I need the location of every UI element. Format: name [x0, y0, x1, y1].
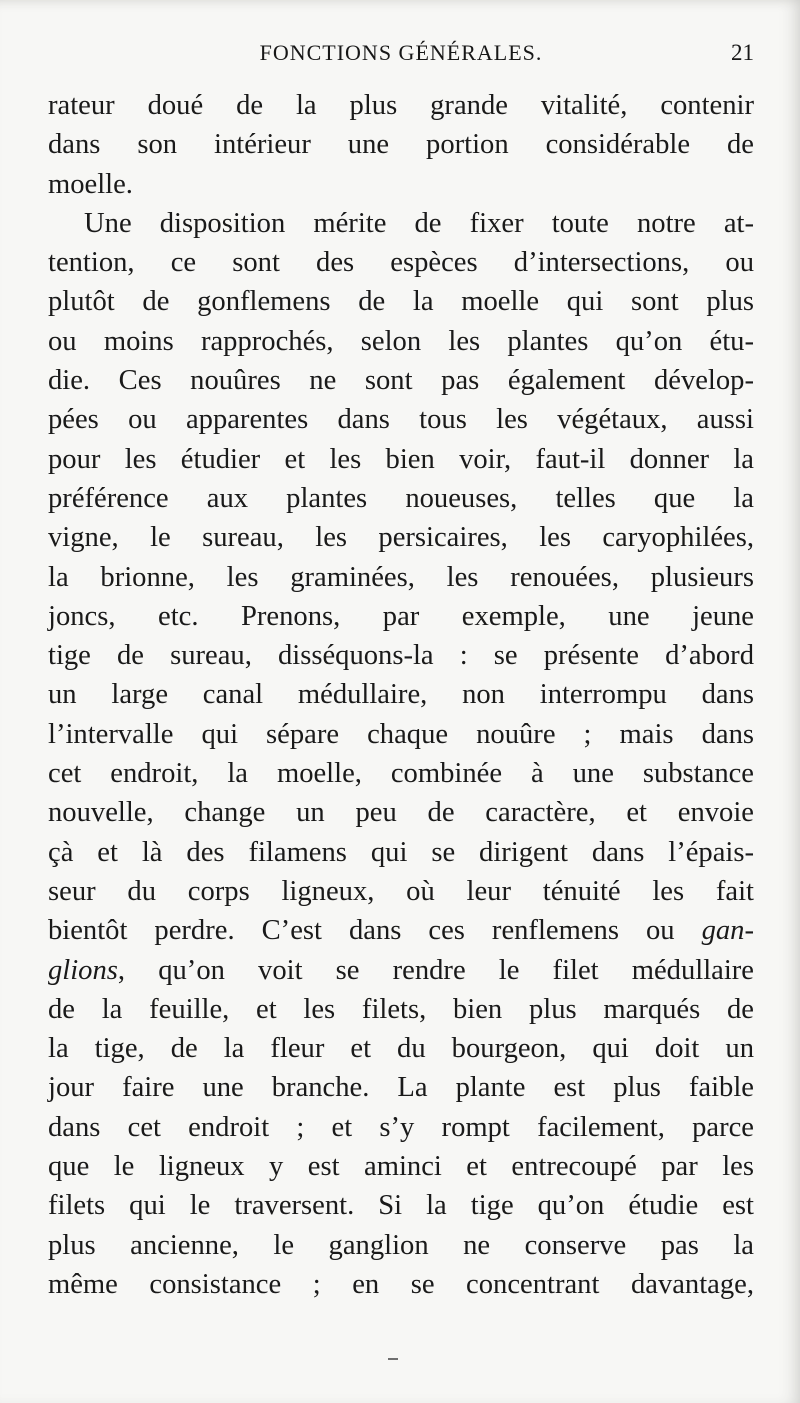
text-line: plus ancienne, le ganglion ne conserve pas la: [48, 1229, 754, 1261]
text-line: la tige, de la fleur et du bourgeon, qui doit un: [48, 1033, 754, 1065]
stray-ink-mark: [388, 1358, 398, 1360]
text-line-with-italic: [48, 911, 754, 950]
paragraph-first-line: Une disposition mérite de fixer toute notre at-: [84, 207, 754, 239]
page-number: 21: [731, 40, 754, 65]
text-line: moelle.: [48, 168, 133, 200]
text-line: plutôt de gonflemens de la moelle qui sont plus: [48, 286, 754, 318]
text-line: même consistance ; en se concentrant davantage,: [48, 1268, 754, 1300]
text-line: pour les étudier et les bien voir, faut-il donner la: [48, 443, 754, 475]
italic-term: glions: [48, 954, 118, 986]
text-line: de la feuille, et les filets, bien plus marqués de: [48, 993, 754, 1025]
text-line: ou moins rapprochés, selon les plantes qu’on étu-: [48, 325, 754, 357]
body-text: [48, 86, 754, 1304]
text-line: vigne, le sureau, les persicaires, les caryophilées,: [48, 522, 754, 554]
italic-term: gan-: [701, 915, 754, 947]
text-run: , qu’on voit se rendre le filet médullaire: [117, 954, 754, 986]
text-line: la brionne, les graminées, les renouées, plusieurs: [48, 561, 754, 593]
text-line: çà et là des filamens qui se dirigent dans l’épais-: [48, 836, 754, 868]
text-line: seur du corps ligneux, où leur ténuité les fait: [48, 875, 754, 907]
text-line: préférence aux plantes noueuses, telles que la: [48, 482, 754, 514]
text-line: jour faire une branche. La plante est plus faible: [48, 1072, 754, 1104]
running-title: FONCTIONS GÉNÉRALES.: [259, 40, 543, 65]
text-line: un large canal médullaire, non interrompu dans: [48, 679, 754, 711]
text-line: tige de sureau, disséquons-la : se présente d’abord: [48, 640, 754, 672]
text-line: joncs, etc. Prenons, par exemple, une jeune: [48, 600, 754, 632]
text-line: filets qui le traversent. Si la tige qu’on étudie est: [48, 1190, 754, 1222]
text-line: l’intervalle qui sépare chaque nouûre ; mais dans: [48, 718, 754, 750]
text-line: tention, ce sont des espèces d’intersections, ou: [48, 247, 754, 279]
text-line: que le ligneux y est aminci et entrecoupé par les: [48, 1151, 754, 1183]
text-line: cet endroit, la moelle, combinée à une substance: [48, 758, 754, 790]
text-line: dans cet endroit ; et s’y rompt facilement, parce: [48, 1111, 754, 1143]
text-run: bientôt perdre. C’est dans ces renflemens ou: [48, 915, 675, 947]
text-line-with-italic: [48, 951, 754, 990]
text-line: dans son intérieur une portion considérable de: [48, 129, 754, 161]
text-line: nouvelle, change un peu de caractère, et envoie: [48, 797, 754, 829]
text-line: pées ou apparentes dans tous les végétaux, aussi: [48, 404, 754, 436]
text-line: die. Ces nouûres ne sont pas également dévelop-: [48, 365, 754, 397]
running-head: [48, 40, 754, 74]
text-line: rateur doué de la plus grande vitalité, contenir: [48, 90, 754, 121]
